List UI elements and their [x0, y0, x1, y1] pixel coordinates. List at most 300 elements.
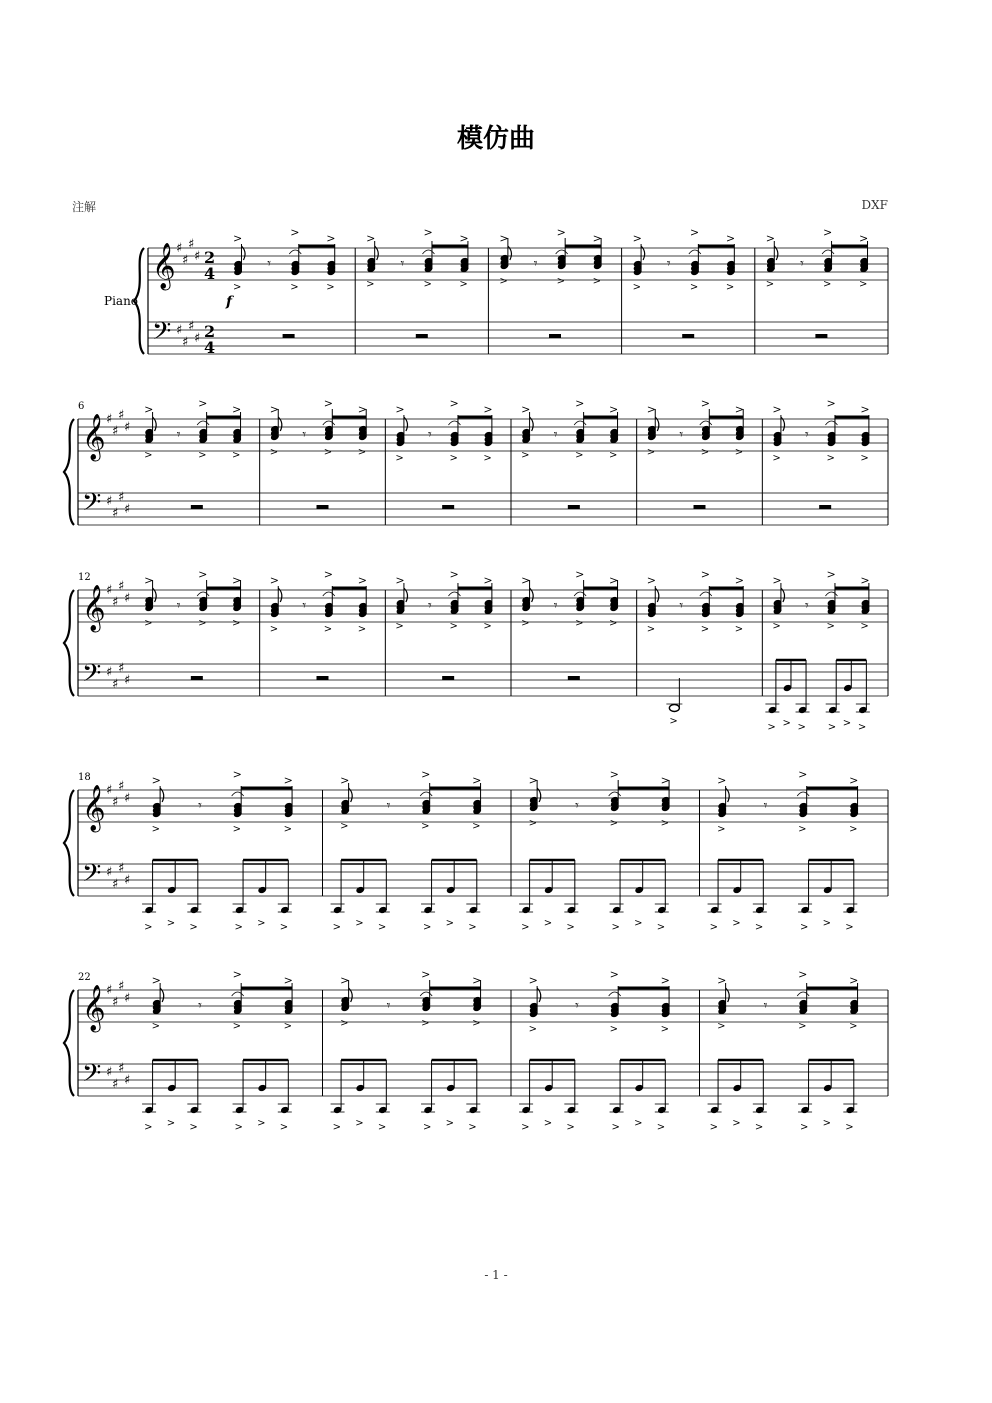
- treble-clef: 𝄞: [82, 585, 106, 631]
- time-signature-bottom: 4: [204, 264, 216, 283]
- eighth-rest: 𝄾: [679, 427, 684, 443]
- accent-mark: >: [859, 279, 868, 290]
- treble-clef: 𝄞: [152, 243, 176, 289]
- whole-rest: [694, 505, 706, 509]
- accent-mark: >: [198, 618, 207, 629]
- accent-mark: >: [144, 574, 154, 587]
- accent-mark: >: [232, 824, 242, 835]
- accent-mark: >: [754, 1122, 764, 1133]
- accent-mark: >: [423, 226, 433, 239]
- accent-mark: >: [355, 918, 364, 929]
- accent-mark: >: [765, 279, 775, 290]
- accent-mark: >: [609, 968, 619, 981]
- tie: [289, 250, 301, 254]
- accent-mark: >: [660, 974, 670, 987]
- accent-mark: >: [754, 922, 764, 933]
- accent-mark: >: [144, 922, 153, 933]
- accent-mark: >: [377, 1122, 387, 1133]
- accent-mark: >: [283, 1021, 292, 1032]
- bass-sharp: ♯: [118, 1061, 125, 1076]
- accent-mark: >: [528, 818, 538, 829]
- tie: [232, 792, 244, 796]
- whole-rest: [815, 334, 827, 338]
- bass-sharp: ♯: [118, 490, 125, 505]
- accent-mark: >: [257, 1118, 266, 1129]
- tie: [574, 592, 586, 596]
- accent-mark: >: [646, 624, 656, 635]
- whole-rest: [416, 334, 428, 338]
- bass-sharp: ♯: [112, 677, 119, 692]
- treble-sharp: ♯: [182, 253, 189, 268]
- accent-mark: >: [528, 974, 538, 987]
- accent-mark: >: [798, 768, 808, 781]
- time-signature-top: 2: [204, 248, 216, 267]
- accent-mark: >: [472, 774, 482, 787]
- accent-mark: >: [357, 624, 367, 635]
- accent-mark: >: [826, 568, 836, 581]
- treble-sharp: ♯: [118, 579, 125, 594]
- measure-number: 22: [78, 972, 91, 983]
- bass-sharp: ♯: [124, 673, 131, 688]
- brace: [64, 990, 74, 1096]
- eighth-rest: 𝄾: [267, 256, 272, 272]
- whole-rest: [191, 676, 203, 680]
- eighth-rest: 𝄾: [553, 427, 558, 443]
- eighth-rest: 𝄾: [533, 256, 538, 272]
- tie: [825, 421, 837, 425]
- accent-mark: >: [543, 918, 553, 929]
- instrument-label: Piano: [104, 294, 139, 308]
- tie: [609, 792, 621, 796]
- whole-rest: [819, 505, 831, 509]
- accent-mark: >: [232, 574, 242, 587]
- eighth-rest: 𝄾: [198, 798, 202, 814]
- treble-sharp: ♯: [118, 979, 125, 994]
- accent-mark: >: [857, 722, 867, 733]
- accent-mark: >: [395, 621, 404, 632]
- accent-mark: >: [592, 276, 602, 287]
- brace: [64, 590, 74, 696]
- score-title: 模仿曲: [456, 124, 535, 154]
- accent-mark: >: [734, 403, 744, 416]
- accent-mark: >: [700, 568, 711, 581]
- accent-mark: >: [849, 774, 859, 787]
- accent-mark: >: [734, 624, 744, 635]
- eighth-rest: 𝄾: [386, 798, 391, 814]
- accent-mark: >: [423, 1122, 432, 1133]
- eighth-rest: 𝄾: [679, 598, 684, 614]
- accent-mark: >: [521, 574, 531, 587]
- tie: [448, 421, 460, 425]
- accent-mark: >: [340, 1018, 349, 1029]
- accent-mark: >: [528, 1024, 538, 1035]
- accent-mark: >: [189, 922, 198, 933]
- accent-mark: >: [543, 1118, 553, 1129]
- accent-mark: >: [290, 282, 299, 293]
- tie: [689, 250, 701, 254]
- treble-sharp: ♯: [106, 412, 113, 427]
- accent-mark: >: [499, 276, 508, 287]
- accent-mark: >: [656, 922, 666, 933]
- accent-mark: >: [842, 718, 852, 729]
- accent-mark: >: [283, 774, 293, 787]
- tie: [323, 592, 335, 596]
- tie: [422, 250, 434, 254]
- treble-sharp: ♯: [106, 783, 113, 798]
- bass-sharp: ♯: [124, 1073, 131, 1088]
- accent-mark: >: [421, 968, 431, 981]
- tie: [700, 592, 712, 596]
- accent-mark: >: [279, 1122, 289, 1133]
- accent-mark: >: [528, 774, 538, 787]
- accent-mark: >: [234, 922, 243, 933]
- accent-mark: >: [377, 922, 387, 933]
- accent-mark: >: [660, 818, 669, 829]
- bass-sharp: ♯: [106, 1065, 113, 1080]
- accent-mark: >: [575, 397, 585, 410]
- accent-mark: >: [323, 568, 334, 581]
- treble-sharp: ♯: [124, 420, 131, 435]
- accent-mark: >: [151, 824, 161, 835]
- accent-mark: >: [556, 226, 566, 239]
- accent-mark: >: [395, 453, 404, 464]
- time-signature-bottom: 4: [204, 338, 216, 357]
- eighth-rest: 𝄾: [763, 798, 768, 814]
- brace: [64, 419, 74, 525]
- accent-mark: >: [423, 279, 432, 290]
- accent-mark: >: [269, 447, 279, 458]
- accent-mark: >: [290, 226, 300, 239]
- accent-mark: >: [151, 1021, 161, 1032]
- bass-sharp: ♯: [118, 861, 125, 876]
- accent-mark: >: [772, 403, 782, 416]
- accent-mark: >: [232, 450, 241, 461]
- accent-mark: >: [166, 918, 176, 929]
- treble-sharp: ♯: [118, 779, 125, 794]
- accent-mark: >: [445, 918, 455, 929]
- accent-mark: >: [646, 403, 656, 416]
- eighth-rest: 𝄾: [302, 598, 307, 614]
- accent-mark: >: [575, 450, 584, 461]
- accent-mark: >: [459, 279, 468, 290]
- accent-mark: >: [521, 450, 530, 461]
- accent-mark: >: [468, 922, 477, 933]
- accent-mark: >: [609, 768, 619, 781]
- accent-mark: >: [611, 922, 620, 933]
- accent-mark: >: [189, 1122, 198, 1133]
- accent-mark: >: [725, 282, 735, 293]
- accent-mark: >: [826, 621, 835, 632]
- bass-sharp: ♯: [112, 1077, 119, 1092]
- accent-mark: >: [849, 824, 858, 835]
- accent-mark: >: [860, 621, 869, 632]
- tie: [700, 421, 712, 425]
- accent-mark: >: [609, 618, 618, 629]
- accent-mark: >: [366, 279, 375, 290]
- accent-mark: >: [700, 397, 711, 410]
- whole-rest: [549, 334, 561, 338]
- treble-clef: 𝄞: [82, 785, 106, 831]
- accent-mark: >: [700, 447, 710, 458]
- accent-mark: >: [772, 453, 781, 464]
- accent-mark: >: [734, 574, 744, 587]
- accent-mark: >: [472, 974, 482, 987]
- accent-mark: >: [198, 568, 208, 581]
- accent-mark: >: [144, 450, 153, 461]
- accent-mark: >: [860, 574, 870, 587]
- accent-mark: >: [232, 618, 241, 629]
- accent-mark: >: [772, 621, 781, 632]
- accent-mark: >: [357, 403, 367, 416]
- accent-mark: >: [634, 918, 643, 929]
- accent-mark: >: [717, 974, 727, 987]
- accent-mark: >: [732, 1118, 741, 1129]
- treble-sharp: ♯: [112, 424, 119, 439]
- accent-mark: >: [845, 922, 854, 933]
- bass-sharp: ♯: [182, 335, 189, 350]
- accent-mark: >: [459, 232, 469, 245]
- bass-sharp: ♯: [106, 494, 113, 509]
- accent-mark: >: [395, 403, 405, 416]
- tie: [420, 792, 432, 796]
- accent-mark: >: [395, 574, 405, 587]
- composer-name: DXF: [861, 198, 888, 212]
- accent-mark: >: [827, 722, 837, 733]
- accent-mark: >: [609, 450, 618, 461]
- tie: [420, 992, 432, 996]
- accent-mark: >: [151, 774, 161, 787]
- accent-mark: >: [592, 232, 602, 245]
- whole-rest: [283, 334, 295, 338]
- dynamic-forte: f: [226, 294, 233, 310]
- accent-mark: >: [449, 568, 459, 581]
- accent-mark: >: [144, 403, 154, 416]
- accent-mark: >: [340, 821, 349, 832]
- accent-mark: >: [717, 774, 727, 787]
- bass-sharp: ♯: [106, 665, 113, 680]
- whole-rest: [191, 505, 203, 509]
- accent-mark: >: [198, 450, 207, 461]
- accent-mark: >: [445, 1118, 455, 1129]
- treble-sharp: ♯: [124, 791, 131, 806]
- accent-mark: >: [632, 282, 641, 293]
- accent-mark: >: [449, 397, 459, 410]
- accent-mark: >: [717, 1021, 726, 1032]
- system-1: [134, 238, 888, 354]
- treble-sharp: ♯: [106, 583, 113, 598]
- eighth-rest: 𝄾: [176, 598, 181, 614]
- accent-mark: >: [689, 226, 700, 239]
- accent-mark: >: [521, 1122, 530, 1133]
- accent-mark: >: [800, 922, 809, 933]
- whole-rest: [442, 505, 454, 509]
- accent-mark: >: [566, 1122, 575, 1133]
- accent-mark: >: [144, 1122, 153, 1133]
- accent-mark: >: [326, 232, 336, 245]
- treble-sharp: ♯: [124, 591, 131, 606]
- tie: [825, 592, 837, 596]
- accent-mark: >: [340, 774, 350, 787]
- bass-clef: 𝄢: [152, 317, 172, 352]
- accent-mark: >: [859, 232, 869, 245]
- eighth-rest: 𝄾: [302, 427, 307, 443]
- accent-mark: >: [849, 974, 859, 987]
- accent-mark: >: [472, 1018, 481, 1029]
- accent-mark: >: [232, 282, 242, 293]
- accent-mark: >: [269, 574, 279, 587]
- accent-mark: >: [323, 397, 334, 410]
- accent-mark: >: [700, 624, 710, 635]
- eighth-rest: 𝄾: [553, 598, 558, 614]
- bass-sharp: ♯: [124, 502, 131, 517]
- eighth-rest: 𝄾: [176, 427, 181, 443]
- eighth-rest: 𝄾: [575, 998, 579, 1014]
- tie: [197, 421, 209, 425]
- accent-mark: >: [283, 824, 292, 835]
- accent-mark: >: [734, 447, 744, 458]
- tie: [556, 250, 568, 254]
- accent-mark: >: [646, 574, 656, 587]
- tie: [232, 992, 244, 996]
- accent-mark: >: [232, 768, 242, 781]
- tie: [323, 421, 335, 425]
- eighth-rest: 𝄾: [805, 427, 809, 443]
- bass-sharp: ♯: [112, 877, 119, 892]
- bass-clef: 𝄢: [82, 659, 102, 694]
- accent-mark: >: [669, 716, 678, 727]
- accent-mark: >: [660, 774, 670, 787]
- annotation-label: 注解: [72, 200, 97, 214]
- time-signature-top: 2: [204, 322, 216, 341]
- accent-mark: >: [656, 1122, 666, 1133]
- treble-sharp: ♯: [176, 241, 183, 256]
- accent-mark: >: [332, 1122, 341, 1133]
- eighth-rest: 𝄾: [428, 598, 432, 614]
- accent-mark: >: [323, 447, 333, 458]
- whole-rest: [317, 676, 329, 680]
- accent-mark: >: [725, 232, 736, 245]
- bass-sharp: ♯: [188, 319, 195, 334]
- bass-sharp: ♯: [112, 506, 119, 521]
- accent-mark: >: [283, 974, 293, 987]
- accent-mark: >: [357, 574, 367, 587]
- accent-mark: >: [151, 974, 161, 987]
- tie: [448, 592, 460, 596]
- page-number: - 1 -: [484, 1268, 508, 1282]
- accent-mark: >: [798, 1021, 807, 1032]
- accent-mark: >: [232, 1021, 242, 1032]
- whole-rest: [682, 334, 694, 338]
- accent-mark: >: [717, 824, 726, 835]
- tie: [609, 992, 621, 996]
- accent-mark: >: [860, 453, 869, 464]
- accent-mark: >: [822, 918, 832, 929]
- accent-mark: >: [689, 282, 699, 293]
- accent-mark: >: [772, 574, 782, 587]
- accent-mark: >: [483, 621, 492, 632]
- accent-mark: >: [634, 1118, 643, 1129]
- treble-sharp: ♯: [112, 595, 119, 610]
- treble-clef: 𝄞: [82, 414, 106, 460]
- accent-mark: >: [521, 618, 530, 629]
- accent-mark: >: [800, 1122, 809, 1133]
- accent-mark: >: [797, 722, 806, 733]
- measure-number: 12: [78, 572, 91, 583]
- accent-mark: >: [423, 922, 432, 933]
- whole-rest: [568, 505, 580, 509]
- eighth-rest: 𝄾: [386, 998, 391, 1014]
- accent-mark: >: [798, 968, 808, 981]
- accent-mark: >: [421, 821, 430, 832]
- eighth-rest: 𝄾: [428, 427, 432, 443]
- whole-rest: [317, 505, 329, 509]
- accent-mark: >: [449, 621, 458, 632]
- treble-sharp: ♯: [112, 995, 119, 1010]
- eighth-rest: 𝄾: [800, 256, 804, 272]
- bass-sharp: ♯: [118, 661, 125, 676]
- accent-mark: >: [556, 276, 566, 287]
- accent-mark: >: [232, 232, 243, 245]
- notehead-half: [669, 705, 679, 712]
- tie: [822, 250, 834, 254]
- treble-sharp: ♯: [112, 795, 119, 810]
- eighth-rest: 𝄾: [575, 798, 579, 814]
- accent-mark: >: [609, 1024, 619, 1035]
- eighth-rest: 𝄾: [666, 256, 671, 272]
- accent-mark: >: [521, 403, 531, 416]
- accent-mark: >: [845, 1122, 854, 1133]
- bass-sharp: ♯: [106, 865, 113, 880]
- eighth-rest: 𝄾: [400, 256, 405, 272]
- accent-mark: >: [421, 768, 431, 781]
- tie: [197, 592, 209, 596]
- treble-clef: 𝄞: [82, 985, 106, 1031]
- accent-mark: >: [611, 1122, 620, 1133]
- bass-clef: 𝄢: [82, 859, 102, 894]
- accent-mark: >: [521, 922, 530, 933]
- eighth-rest: 𝄾: [198, 998, 202, 1014]
- bass-clef: 𝄢: [82, 1059, 102, 1094]
- accent-mark: >: [232, 968, 242, 981]
- accent-mark: >: [483, 403, 493, 416]
- accent-mark: >: [709, 922, 718, 933]
- bass-sharp: ♯: [176, 323, 183, 338]
- accent-mark: >: [257, 918, 266, 929]
- accent-mark: >: [732, 918, 741, 929]
- whole-rest: [442, 676, 454, 680]
- accent-mark: >: [323, 624, 333, 635]
- accent-mark: >: [609, 818, 619, 829]
- accent-mark: >: [826, 453, 835, 464]
- brace: [64, 790, 74, 896]
- accent-mark: >: [849, 1021, 858, 1032]
- accent-mark: >: [234, 1122, 243, 1133]
- accent-mark: >: [357, 447, 367, 458]
- accent-mark: >: [709, 1122, 718, 1133]
- treble-sharp: ♯: [124, 991, 131, 1006]
- bass-sharp: ♯: [124, 873, 131, 888]
- accent-mark: >: [826, 397, 836, 410]
- accent-mark: >: [566, 922, 575, 933]
- accent-mark: >: [468, 1122, 477, 1133]
- accent-mark: >: [767, 722, 776, 733]
- accent-mark: >: [166, 1118, 176, 1129]
- accent-mark: >: [279, 922, 289, 933]
- accent-mark: >: [782, 718, 791, 729]
- accent-mark: >: [632, 232, 642, 245]
- accent-mark: >: [198, 397, 208, 410]
- accent-mark: >: [483, 453, 492, 464]
